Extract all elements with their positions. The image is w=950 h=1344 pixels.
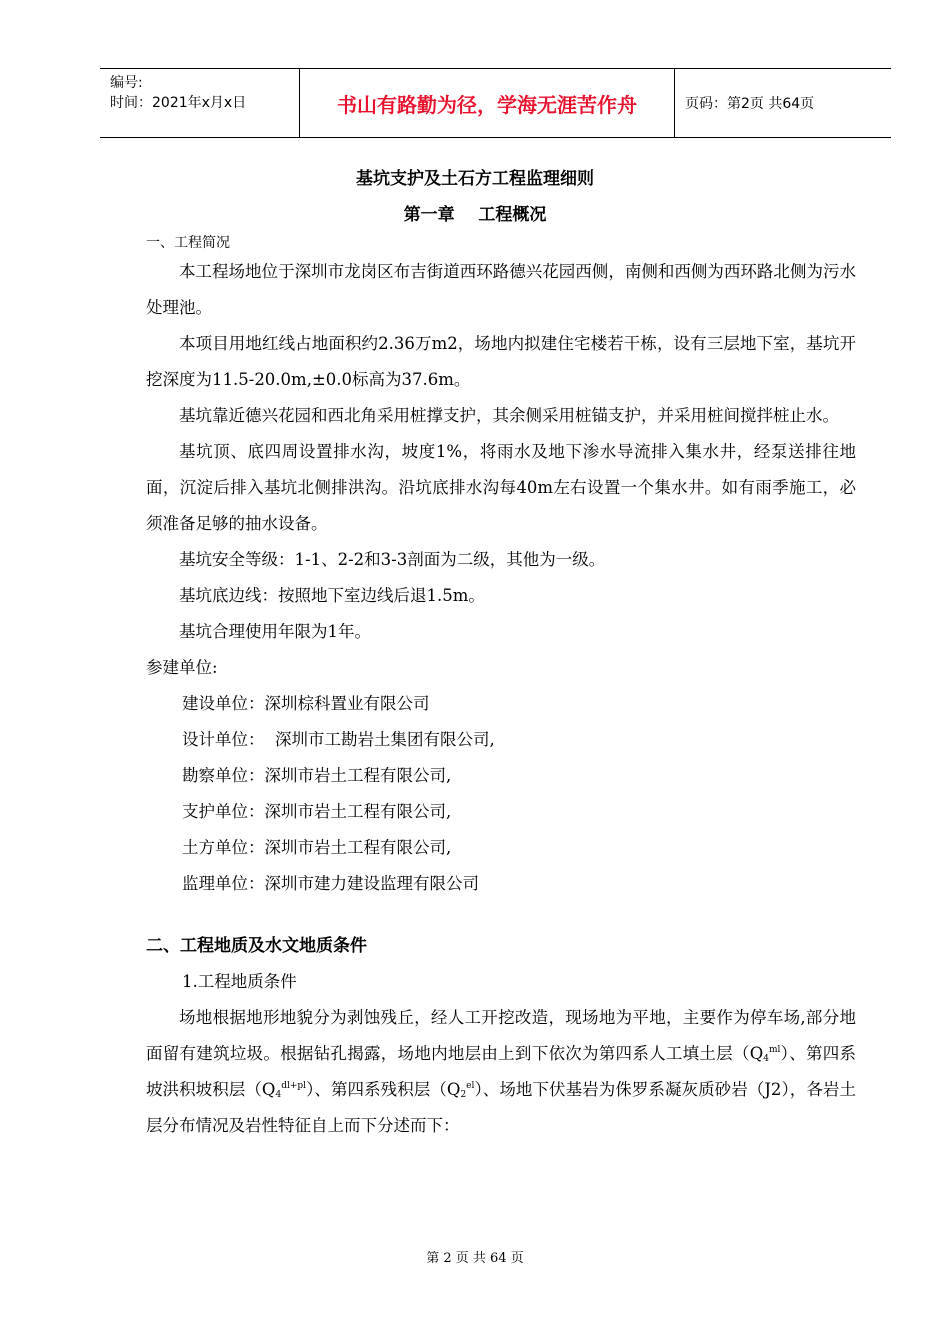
paragraph: 基坑顶、底四周设置排水沟，坡度1%，将雨水及地下渗水导流排入集水井，经泵送排往地面，沉淀后排入基坑北侧排洪沟。沿坑底排水沟每40m左右设置一个集水井。如有雨季施工，必须准备足够的抽水设备。 bbox=[146, 442, 856, 533]
unit-item: 支护单位：深圳市岩土工程有限公司, bbox=[182, 802, 452, 821]
header-motto: 书山有路勤为径，学海无涯苦作舟 bbox=[300, 69, 675, 137]
section-1-heading: 一、工程简况 bbox=[146, 235, 230, 251]
header-meta-cell bbox=[100, 69, 300, 137]
paragraph: 基坑合理使用年限为1年。 bbox=[179, 622, 371, 641]
el-superscript: el bbox=[466, 1081, 475, 1091]
paragraph: 本项目用地红线占地面积约2.36万m2，场地内拟建住宅楼若干栋，设有三层地下室，基坑开挖深度为11.5-20.0m,±0.0标高为37.6m。 bbox=[146, 334, 856, 389]
document-title: 基坑支护及土石方工程监理细则 bbox=[356, 169, 594, 189]
paragraph: 基坑底边线：按照地下室边线后退1.5m。 bbox=[179, 586, 485, 605]
unit-item: 监理单位：深圳市建力建设监理有限公司 bbox=[182, 874, 479, 893]
unit-item: 勘察单位：深圳市岩土工程有限公司, bbox=[182, 766, 452, 785]
unit-item: 设计单位： 深圳市工勘岩土集团有限公司, bbox=[182, 730, 495, 749]
geology-paragraph bbox=[146, 1000, 856, 1144]
q4-subscript: 4 bbox=[763, 1054, 769, 1064]
subsection-heading: 1.工程地质条件 bbox=[182, 972, 297, 991]
dl-pl-superscript: dl+pl bbox=[281, 1081, 307, 1091]
units-label: 参建单位: bbox=[146, 658, 218, 677]
header-table bbox=[100, 68, 891, 138]
chapter-title-text: 第一章 工程概况 bbox=[403, 205, 547, 225]
geology-text: ）、第四系坡洪积坡积层（Q bbox=[146, 1044, 857, 1099]
paragraph: 基坑安全等级：1-1、2-2和3-3剖面为二级，其他为一级。 bbox=[179, 550, 606, 569]
geology-text: ）、第四系残积层（Q bbox=[306, 1080, 461, 1099]
header-page-code: 页码：第2页 共64页 bbox=[685, 96, 815, 112]
q2-subscript: 2 bbox=[460, 1090, 467, 1100]
unit-item: 土方单位：深圳市岩土工程有限公司, bbox=[182, 838, 452, 857]
document-body bbox=[146, 232, 856, 1144]
paragraph: 基坑靠近德兴花园和西北角采用桩撑支护，其余侧采用桩锚支护，并采用桩间搅拌桩止水。 bbox=[179, 406, 839, 425]
paragraph: 本工程场地位于深圳市龙岗区布吉街道西环路德兴花园西侧，南侧和西侧为西环路北侧为污水处理池。 bbox=[146, 262, 856, 317]
number-label: 编号: bbox=[110, 75, 143, 91]
unit-item: 建设单位：深圳棕科置业有限公司 bbox=[182, 694, 430, 713]
chapter-title bbox=[0, 200, 950, 225]
geology-text: ）、场地下伏基岩为侏罗系凝灰质砂岩（J2），各岩土层分布情况及岩性特征自上而下分述而下： bbox=[146, 1080, 856, 1135]
geology-text: 场地根据地形地貌分为剥蚀残丘，经人工开挖改造，现场地为平地，主要作为停车场,部分地面留有建筑垃圾。根据钻孔揭露，场地内地层由上到下依次为第四系人工填土层（Q bbox=[146, 1008, 856, 1063]
page-footer: 第 2 页 共 64 页 bbox=[426, 1251, 524, 1266]
section-2-heading: 二、工程地质及水文地质条件 bbox=[146, 936, 367, 956]
time-label: 时间：2021年x月x日 bbox=[110, 95, 247, 111]
q4-subscript: 4 bbox=[275, 1090, 282, 1100]
ml-superscript: ml bbox=[768, 1045, 781, 1055]
